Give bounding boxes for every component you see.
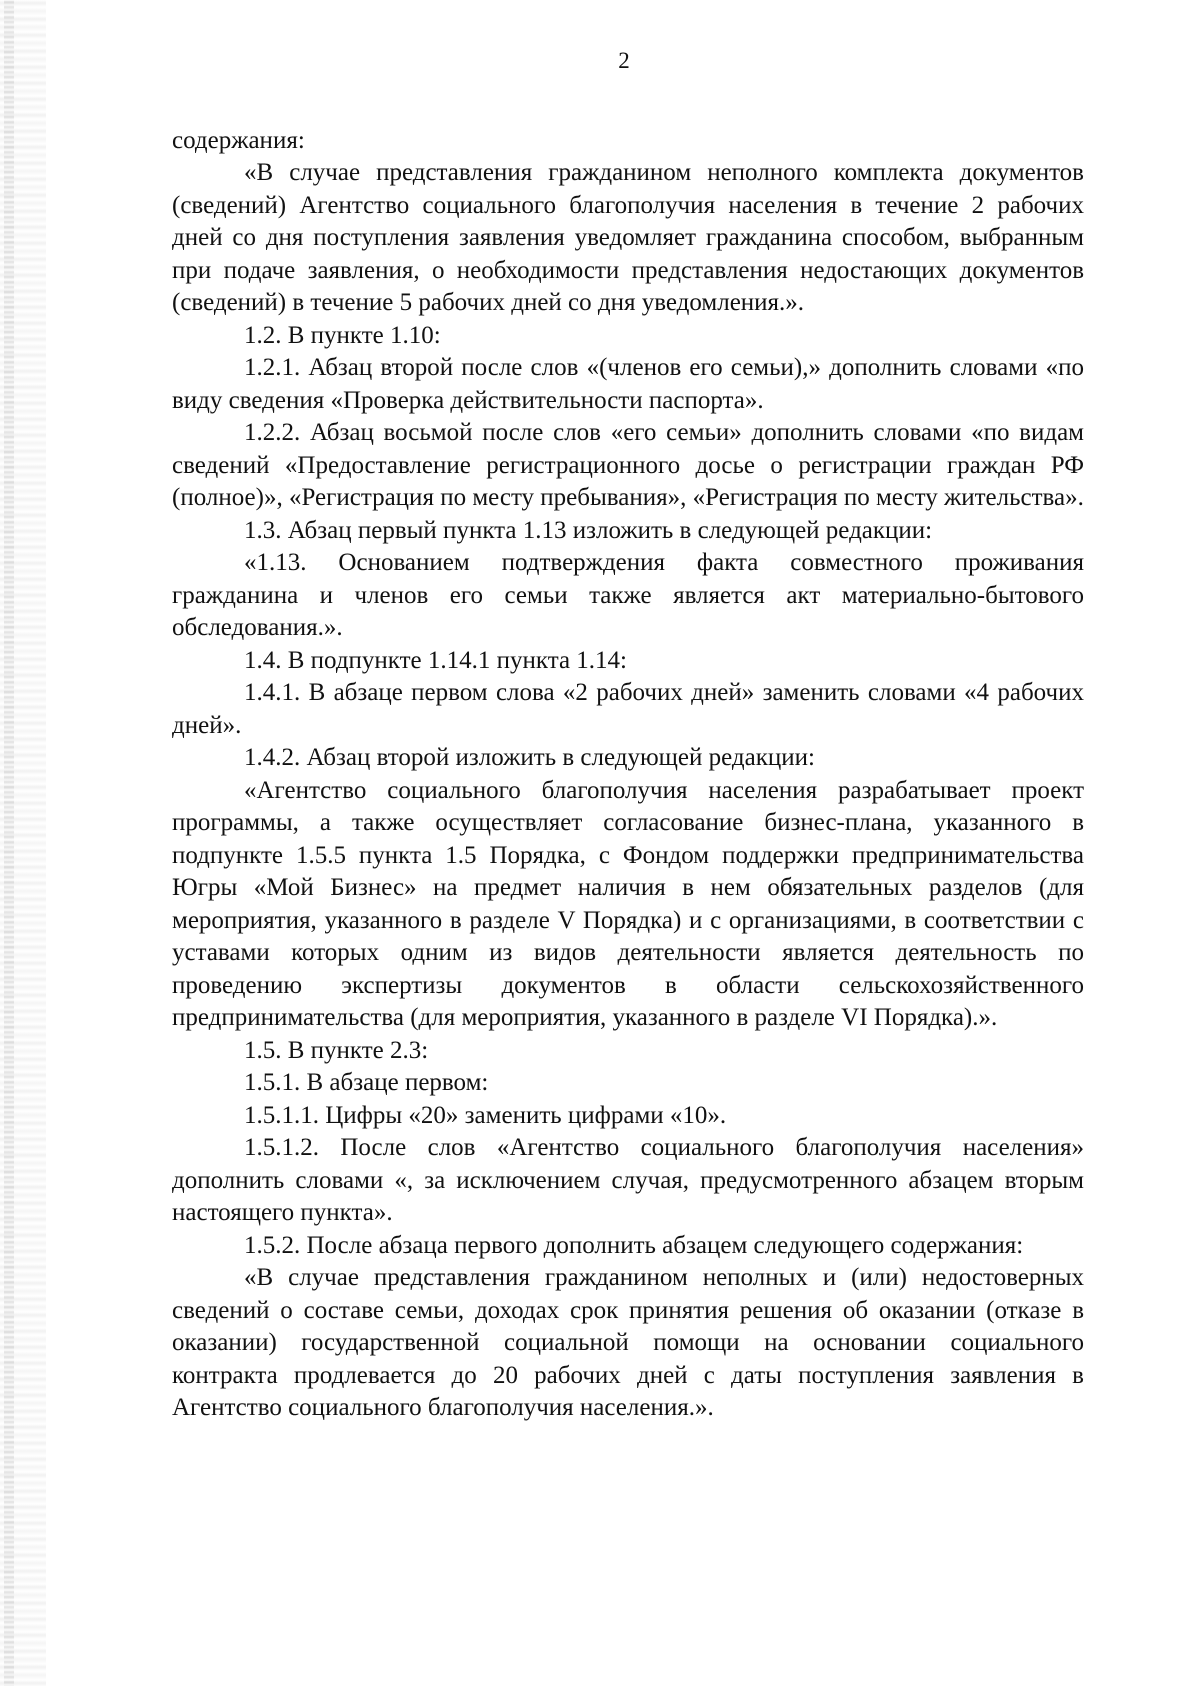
document-body <box>172 125 1084 1425</box>
paragraph-1-5: 1.5. В пункте 2.3: <box>244 1036 429 1064</box>
page-number: 2 <box>618 48 630 73</box>
paragraph-1-4: 1.4. В подпункте 1.14.1 пункта 1.14: <box>244 646 627 674</box>
paragraph-1-5-1: 1.5.1. В абзаце первом: <box>244 1069 489 1096</box>
scan-edge-streak <box>4 0 14 1686</box>
paragraph-1-2-2: 1.2.2. Абзац восьмой после слов «его семьи» дополнить словами «по видам сведений «Предоставление регистрационного досье о регистрации граждан РФ (полное)», «Регистрация по месту пребывания», «Регистрация по месту жительства». <box>172 419 1084 511</box>
paragraph-1-2: 1.2. В пункте 1.10: <box>244 321 441 349</box>
paragraph-1-4-1: 1.4.1. В абзаце первом слова «2 рабочих дней» заменить словами «4 рабочих дней». <box>172 679 1084 739</box>
paragraph-1-3: 1.3. Абзац первый пункта 1.13 изложить в следующей редакции: <box>244 516 933 544</box>
paragraph-content-label: содержания: <box>172 126 305 154</box>
paragraph-incomplete-documents: «В случае представления гражданином неполного комплекта документов (сведений) Агентство социального благополучия населения в течение 2 рабочих дней со дня поступления заявления уведомляет гражданина способом, выбранным при подаче заявления, о необходимости представления недостающих документов (сведений) в течение 5 рабочих дней со дня уведомления.». <box>172 159 1084 316</box>
paragraph-1-13-quote: «1.13. Основанием подтверждения факта совместного проживания гражданина и членов его семьи также является акт материально-бытового обследования.». <box>172 549 1084 641</box>
paragraph-1-4-2: 1.4.2. Абзац второй изложить в следующей редакции: <box>244 744 815 771</box>
paragraph-1-5-1-2: 1.5.1.2. После слов «Агентство социального благополучия населения» дополнить словами «, за исключением случая, предусмотренного абзацем вторым настоящего пункта». <box>172 1134 1084 1226</box>
paragraph-1-2-1: 1.2.1. Абзац второй после слов «(членов его семьи),» дополнить словами «по виду сведения «Проверка действительности паспорта». <box>172 354 1084 414</box>
paragraph-deadline-extension-quote: «В случае представления гражданином неполных и (или) недостоверных сведений о составе семьи, доходах срок принятия решения об оказании (отказе в оказании) государственной социальной помощи на основании социального контракта продлевается до 20 рабочих дней с даты поступления заявления в Агентство социального благополучия населения.». <box>172 1264 1084 1421</box>
paragraph-agency-program-quote: «Агентство социального благополучия населения разрабатывает проект программы, а также осуществляет согласование бизнес-плана, указанного в подпункте 1.5.5 пункта 1.5 Порядка, с Фондом поддержки предпринимательства Югры «Мой Бизнес» на предмет наличия в нем обязательных разделов (для мероприятия, указанного в разделе V Порядка) и с организациями, в соответствии с уставами которых одним из видов деятельности является деятельность по проведению экспертизы документов в области сельскохозяйственного предпринимательства (для мероприятия, указанного в разделе VI Порядка).». <box>172 776 1084 1031</box>
paragraph-1-5-1-1: 1.5.1.1. Цифры «20» заменить цифрами «10». <box>244 1101 727 1129</box>
paragraph-1-5-2: 1.5.2. После абзаца первого дополнить абзацем следующего содержания: <box>244 1231 1024 1259</box>
scan-edge-artifact <box>0 0 46 1686</box>
